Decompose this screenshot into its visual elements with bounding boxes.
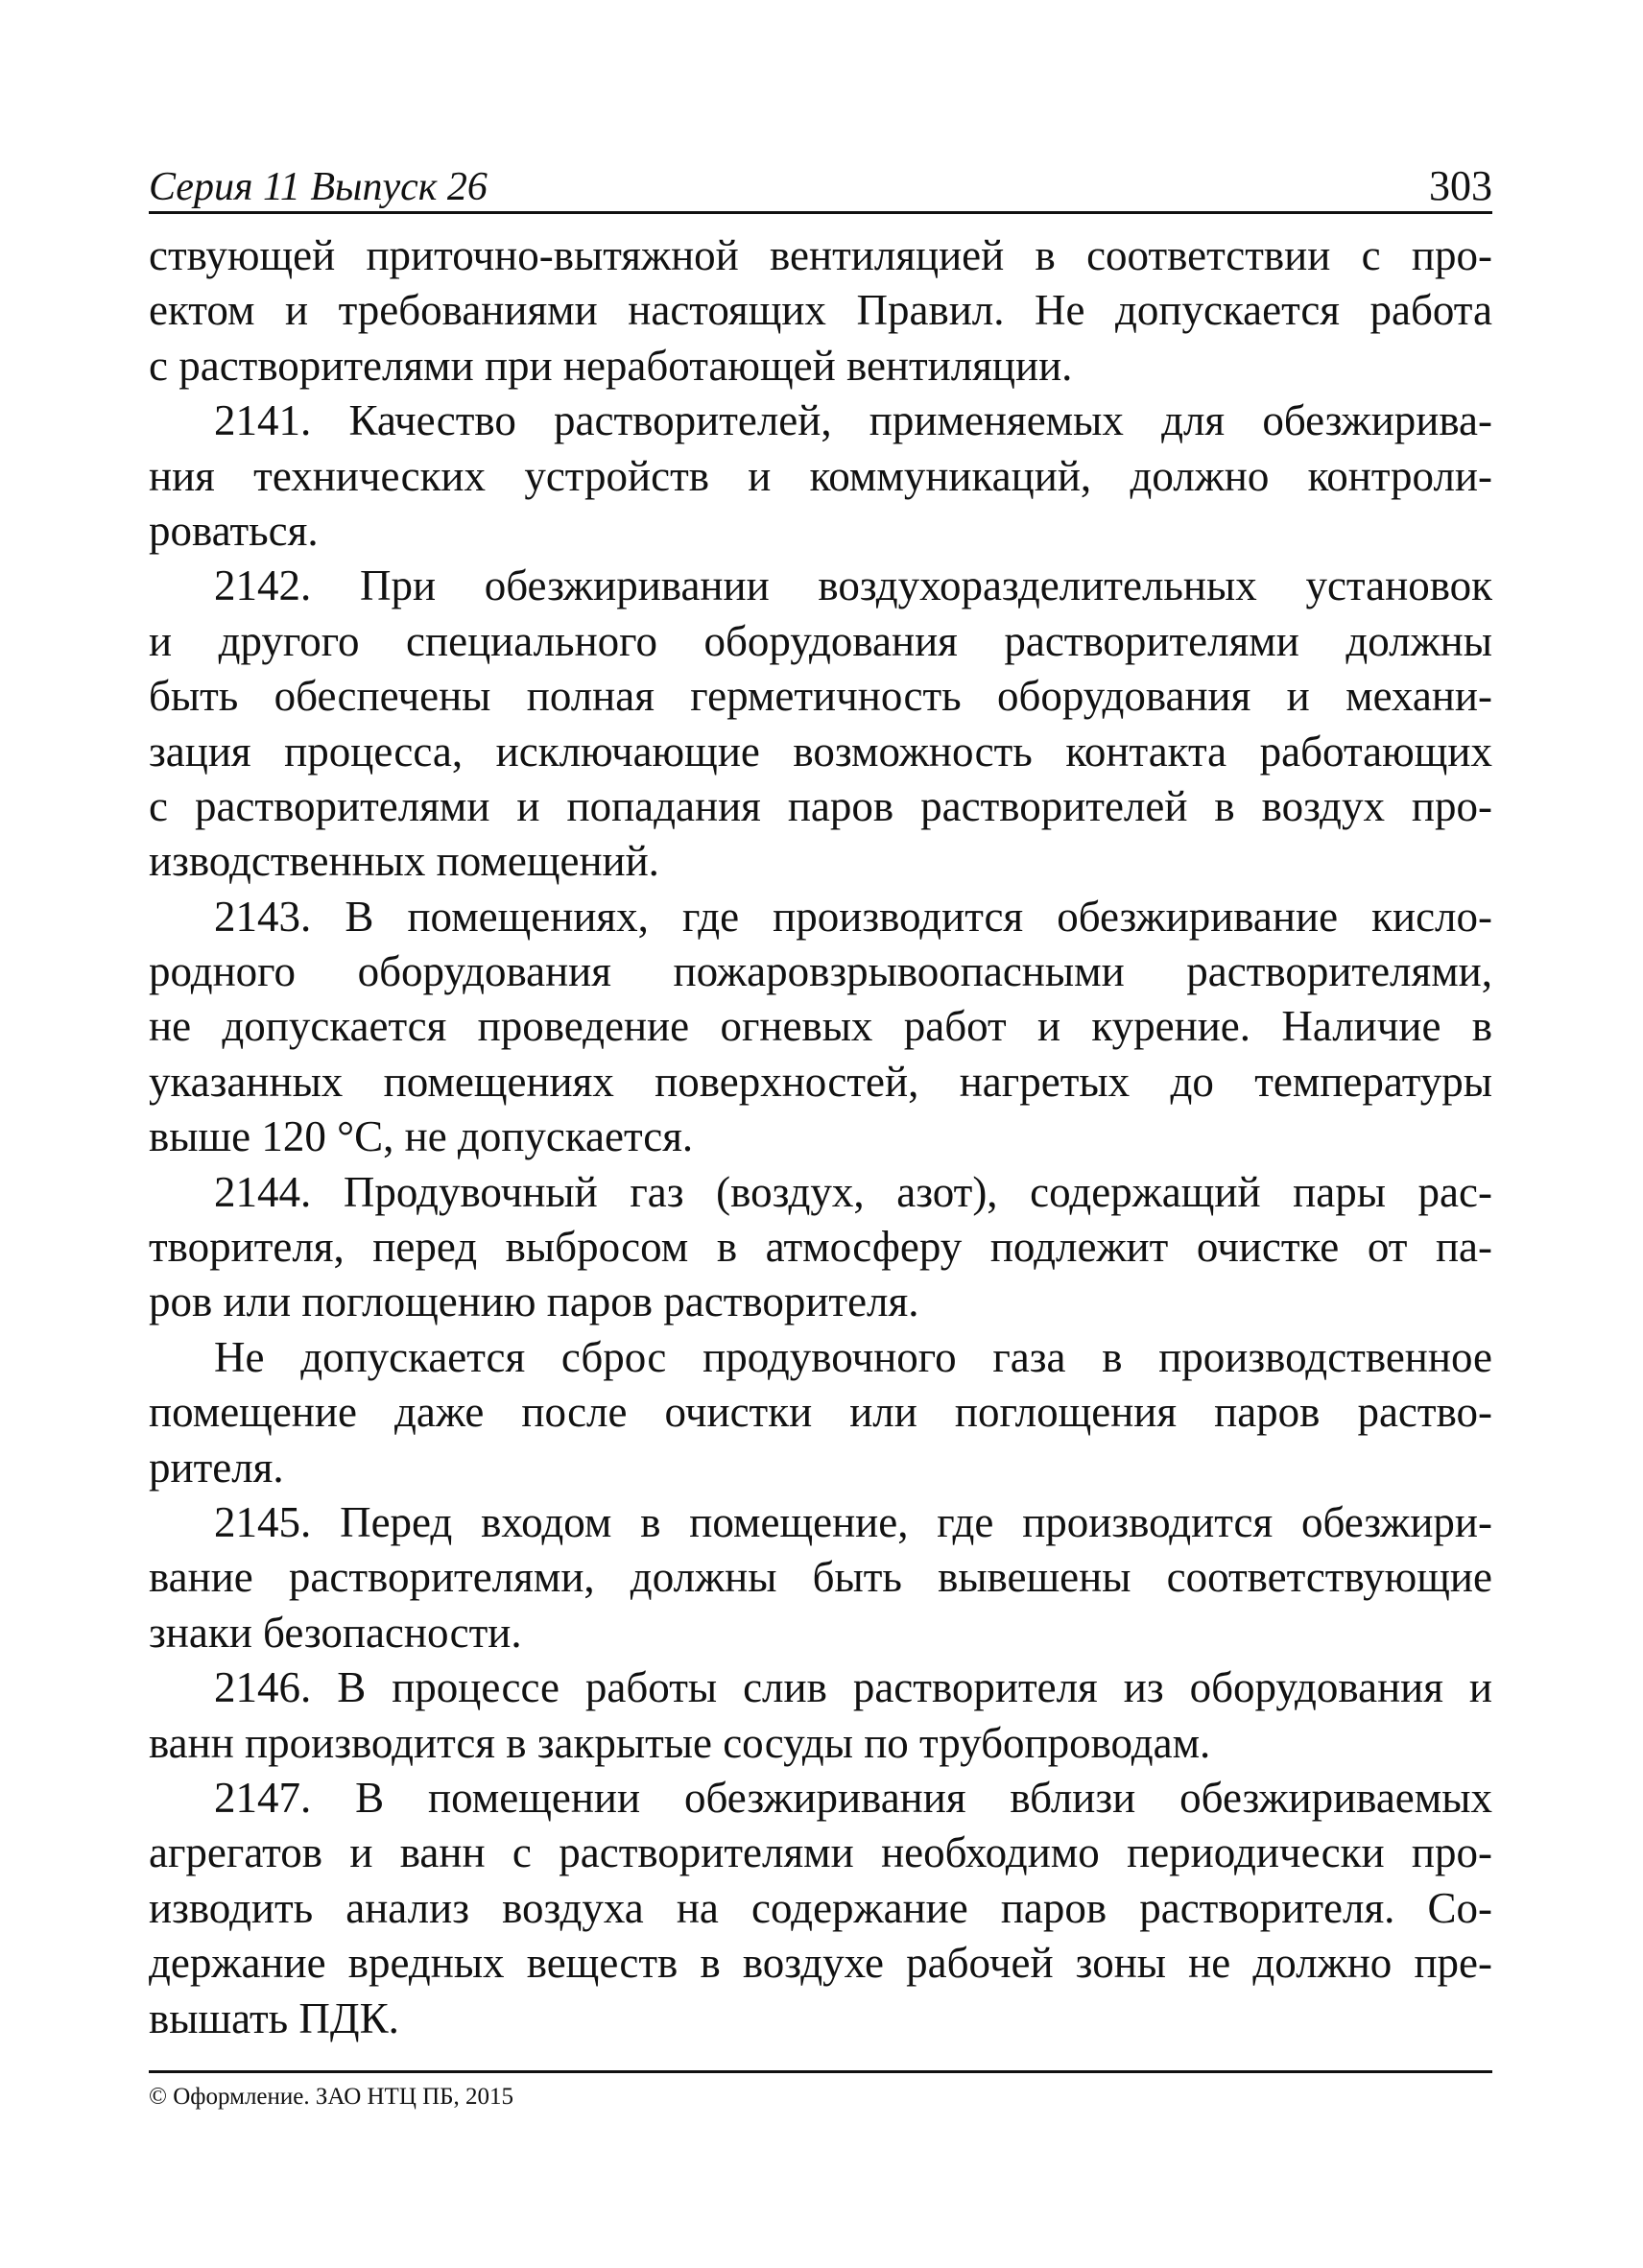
text-line: 2141. Качество растворителей, применяемых для обезжирива- <box>214 396 1492 445</box>
text-line: ванн производится в закрытые сосуды по трубопроводам. <box>149 1718 1211 1767</box>
copyright-notice: © Оформление. ЗАО НТЦ ПБ, 2015 <box>149 2084 514 2110</box>
text-line: 2146. В процессе работы слив растворителя из оборудования и <box>214 1663 1492 1712</box>
text-line: 2144. Продувочный газ (воздух, азот), содержащий пары рас- <box>214 1167 1492 1216</box>
page-number: 303 <box>1429 162 1492 209</box>
text-line: с растворителями при неработающей вентиляции. <box>149 341 1073 390</box>
text-line: 2147. В помещении обезжиривания вблизи обезжириваемых <box>214 1773 1492 1822</box>
text-line: изводственных помещений. <box>149 837 659 886</box>
text-line: помещение даже после очистки или поглощения паров раство- <box>149 1388 1492 1437</box>
footer-divider <box>149 2070 1492 2073</box>
text-line: роваться. <box>149 506 319 555</box>
text-line: изводить анализ воздуха на содержание паров растворителя. Со- <box>149 1883 1492 1932</box>
text-line: вание растворителями, должны быть вывешены соответствующие <box>149 1553 1492 1602</box>
text-line: держание вредных веществ в воздухе рабочей зоны не должно пре- <box>149 1939 1492 1988</box>
text-line: не допускается проведение огневых работ и курение. Наличие в <box>149 1002 1492 1051</box>
text-line: выше 120 °С, не допускается. <box>149 1112 694 1161</box>
text-line: вышать ПДК. <box>149 1993 399 2042</box>
text-line: творителя, перед выбросом в атмосферу подлежит очистке от па- <box>149 1223 1492 1272</box>
text-line: указанных помещениях поверхностей, нагретых до температуры <box>149 1057 1492 1106</box>
text-line: знаки безопасности. <box>149 1608 522 1657</box>
text-line: родного оборудования пожаровзрывоопасными растворителями, <box>149 947 1492 996</box>
text-line: ектом и требованиями настоящих Правил. Не допускается работа <box>149 286 1492 335</box>
body-text <box>149 228 1492 2046</box>
text-line: 2142. При обезжиривании воздухоразделительных установок <box>214 561 1492 610</box>
text-line: агрегатов и ванн с растворителями необходимо периодически про- <box>149 1828 1492 1877</box>
text-line: ров или поглощению паров растворителя. <box>149 1277 919 1326</box>
text-line: и другого специального оборудования растворителями должны <box>149 616 1492 665</box>
text-line: ния технических устройств и коммуникаций, должно контроли- <box>149 451 1492 500</box>
text-line: с растворителями и попадания паров растворителей в воздух про- <box>149 781 1492 830</box>
text-line: 2145. Перед входом в помещение, где производится обезжири- <box>214 1497 1492 1546</box>
running-header <box>149 152 1492 214</box>
text-line: рителя. <box>149 1443 284 1492</box>
text-line: 2143. В помещениях, где производится обезжиривание кисло- <box>214 892 1492 941</box>
text-line: быть обеспечены полная герметичность оборудования и механи- <box>149 672 1492 721</box>
text-line: Не допускается сброс продувочного газа в производственное <box>214 1332 1492 1381</box>
text-line: зация процесса, исключающие возможность контакта работающих <box>149 727 1492 776</box>
text-line: ствующей приточно-вытяжной вентиляцией в соответствии с про- <box>149 231 1492 279</box>
series-title: Серия 11 Выпуск 26 <box>149 165 488 209</box>
